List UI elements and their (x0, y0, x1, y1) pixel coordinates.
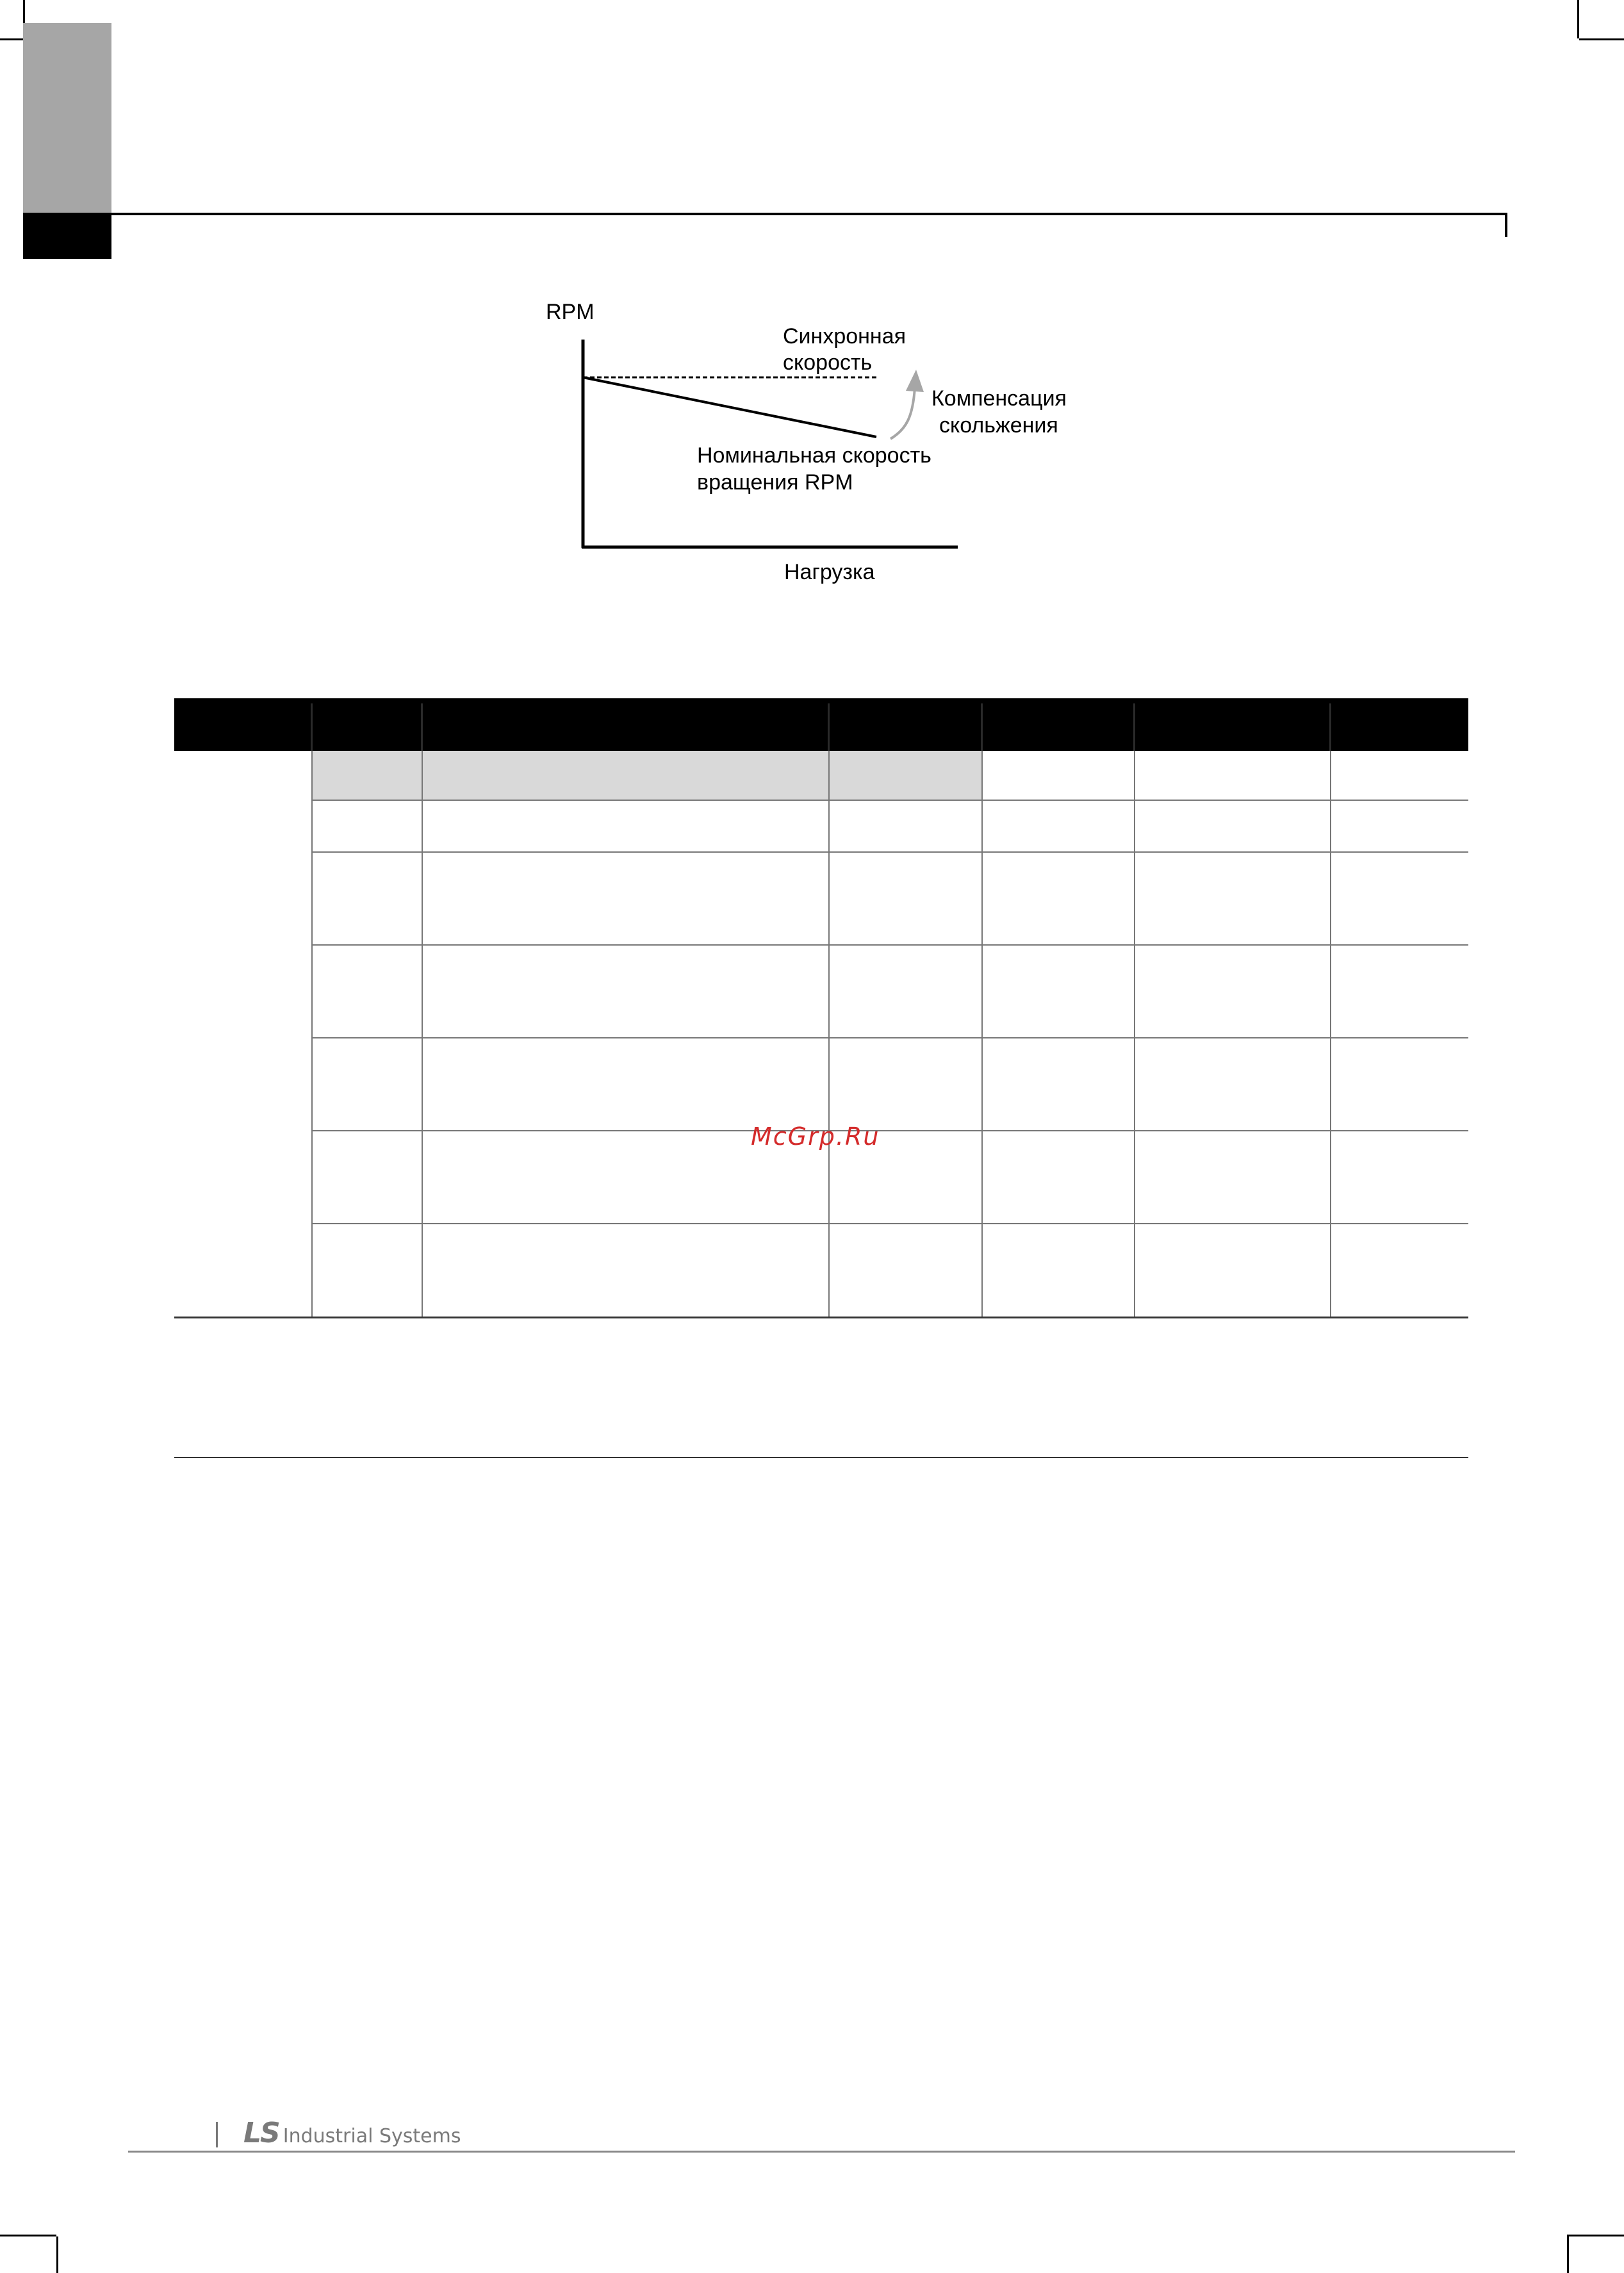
table-row-divider (312, 1037, 1468, 1038)
table-row-divider (312, 800, 1468, 801)
crop-mark-top-right-h (1579, 38, 1624, 40)
table-column-divider (981, 751, 983, 1318)
watermark: McGrp.Ru (751, 1122, 880, 1151)
table-column-divider (422, 751, 423, 1318)
table-header-separator (311, 703, 313, 751)
x-axis-label: Нагрузка (784, 560, 875, 584)
crop-mark-bottom-right-h (1567, 2235, 1624, 2236)
crop-mark-bottom-left-v (56, 2236, 58, 2273)
notes-bottom-rule (174, 1457, 1468, 1458)
rated-speed-line (583, 377, 876, 437)
table-column-divider (311, 751, 313, 1318)
crop-mark-bottom-left-h (0, 2235, 56, 2236)
footer-bar (216, 2122, 218, 2147)
sync-speed-label-line2: скорость (783, 350, 873, 375)
table-header-separator (1133, 703, 1135, 751)
sync-speed-label-line1: Синхронная (783, 324, 906, 349)
chapter-tab-gray (23, 23, 111, 213)
table-highlighted-cells (312, 751, 982, 800)
table-header-separator (1329, 703, 1331, 751)
table-row-divider (312, 851, 1468, 853)
logo-text: Industrial Systems (283, 2125, 461, 2147)
y-axis-label: RPM (546, 300, 595, 324)
table-row-divider (312, 1130, 1468, 1131)
table-column-divider (1330, 751, 1331, 1318)
header-rule (111, 213, 1507, 215)
table-header-separator (421, 703, 423, 751)
footer-rule (128, 2151, 1515, 2153)
chapter-tab-black (23, 213, 111, 259)
slip-compensation-diagram (538, 291, 1115, 593)
slip-compensation-arrowhead (906, 370, 924, 392)
table-column-divider (828, 751, 830, 1318)
table-row-divider (312, 944, 1468, 946)
crop-mark-top-right-v (1577, 0, 1579, 38)
rated-speed-label-line2: вращения RPM (697, 470, 853, 495)
slip-comp-label-line2: скольжения (939, 413, 1058, 438)
table-header-separator (828, 703, 830, 751)
table-row-divider (312, 1223, 1468, 1224)
table-header-separator (981, 703, 983, 751)
crop-mark-top-left-h (0, 38, 23, 40)
table-column-divider (1134, 751, 1135, 1318)
crop-mark-bottom-right-v (1567, 2236, 1569, 2273)
slip-comp-label-line1: Компенсация (931, 386, 1067, 411)
logo-mark: LS (243, 2117, 279, 2149)
company-logo (243, 2118, 461, 2147)
header-rule-end-tick (1505, 213, 1507, 237)
table-bottom-rule (174, 1317, 1468, 1318)
table-header-row (174, 698, 1468, 751)
slip-compensation-arrow (890, 388, 915, 439)
rated-speed-label-line1: Номинальная скорость (697, 443, 931, 468)
